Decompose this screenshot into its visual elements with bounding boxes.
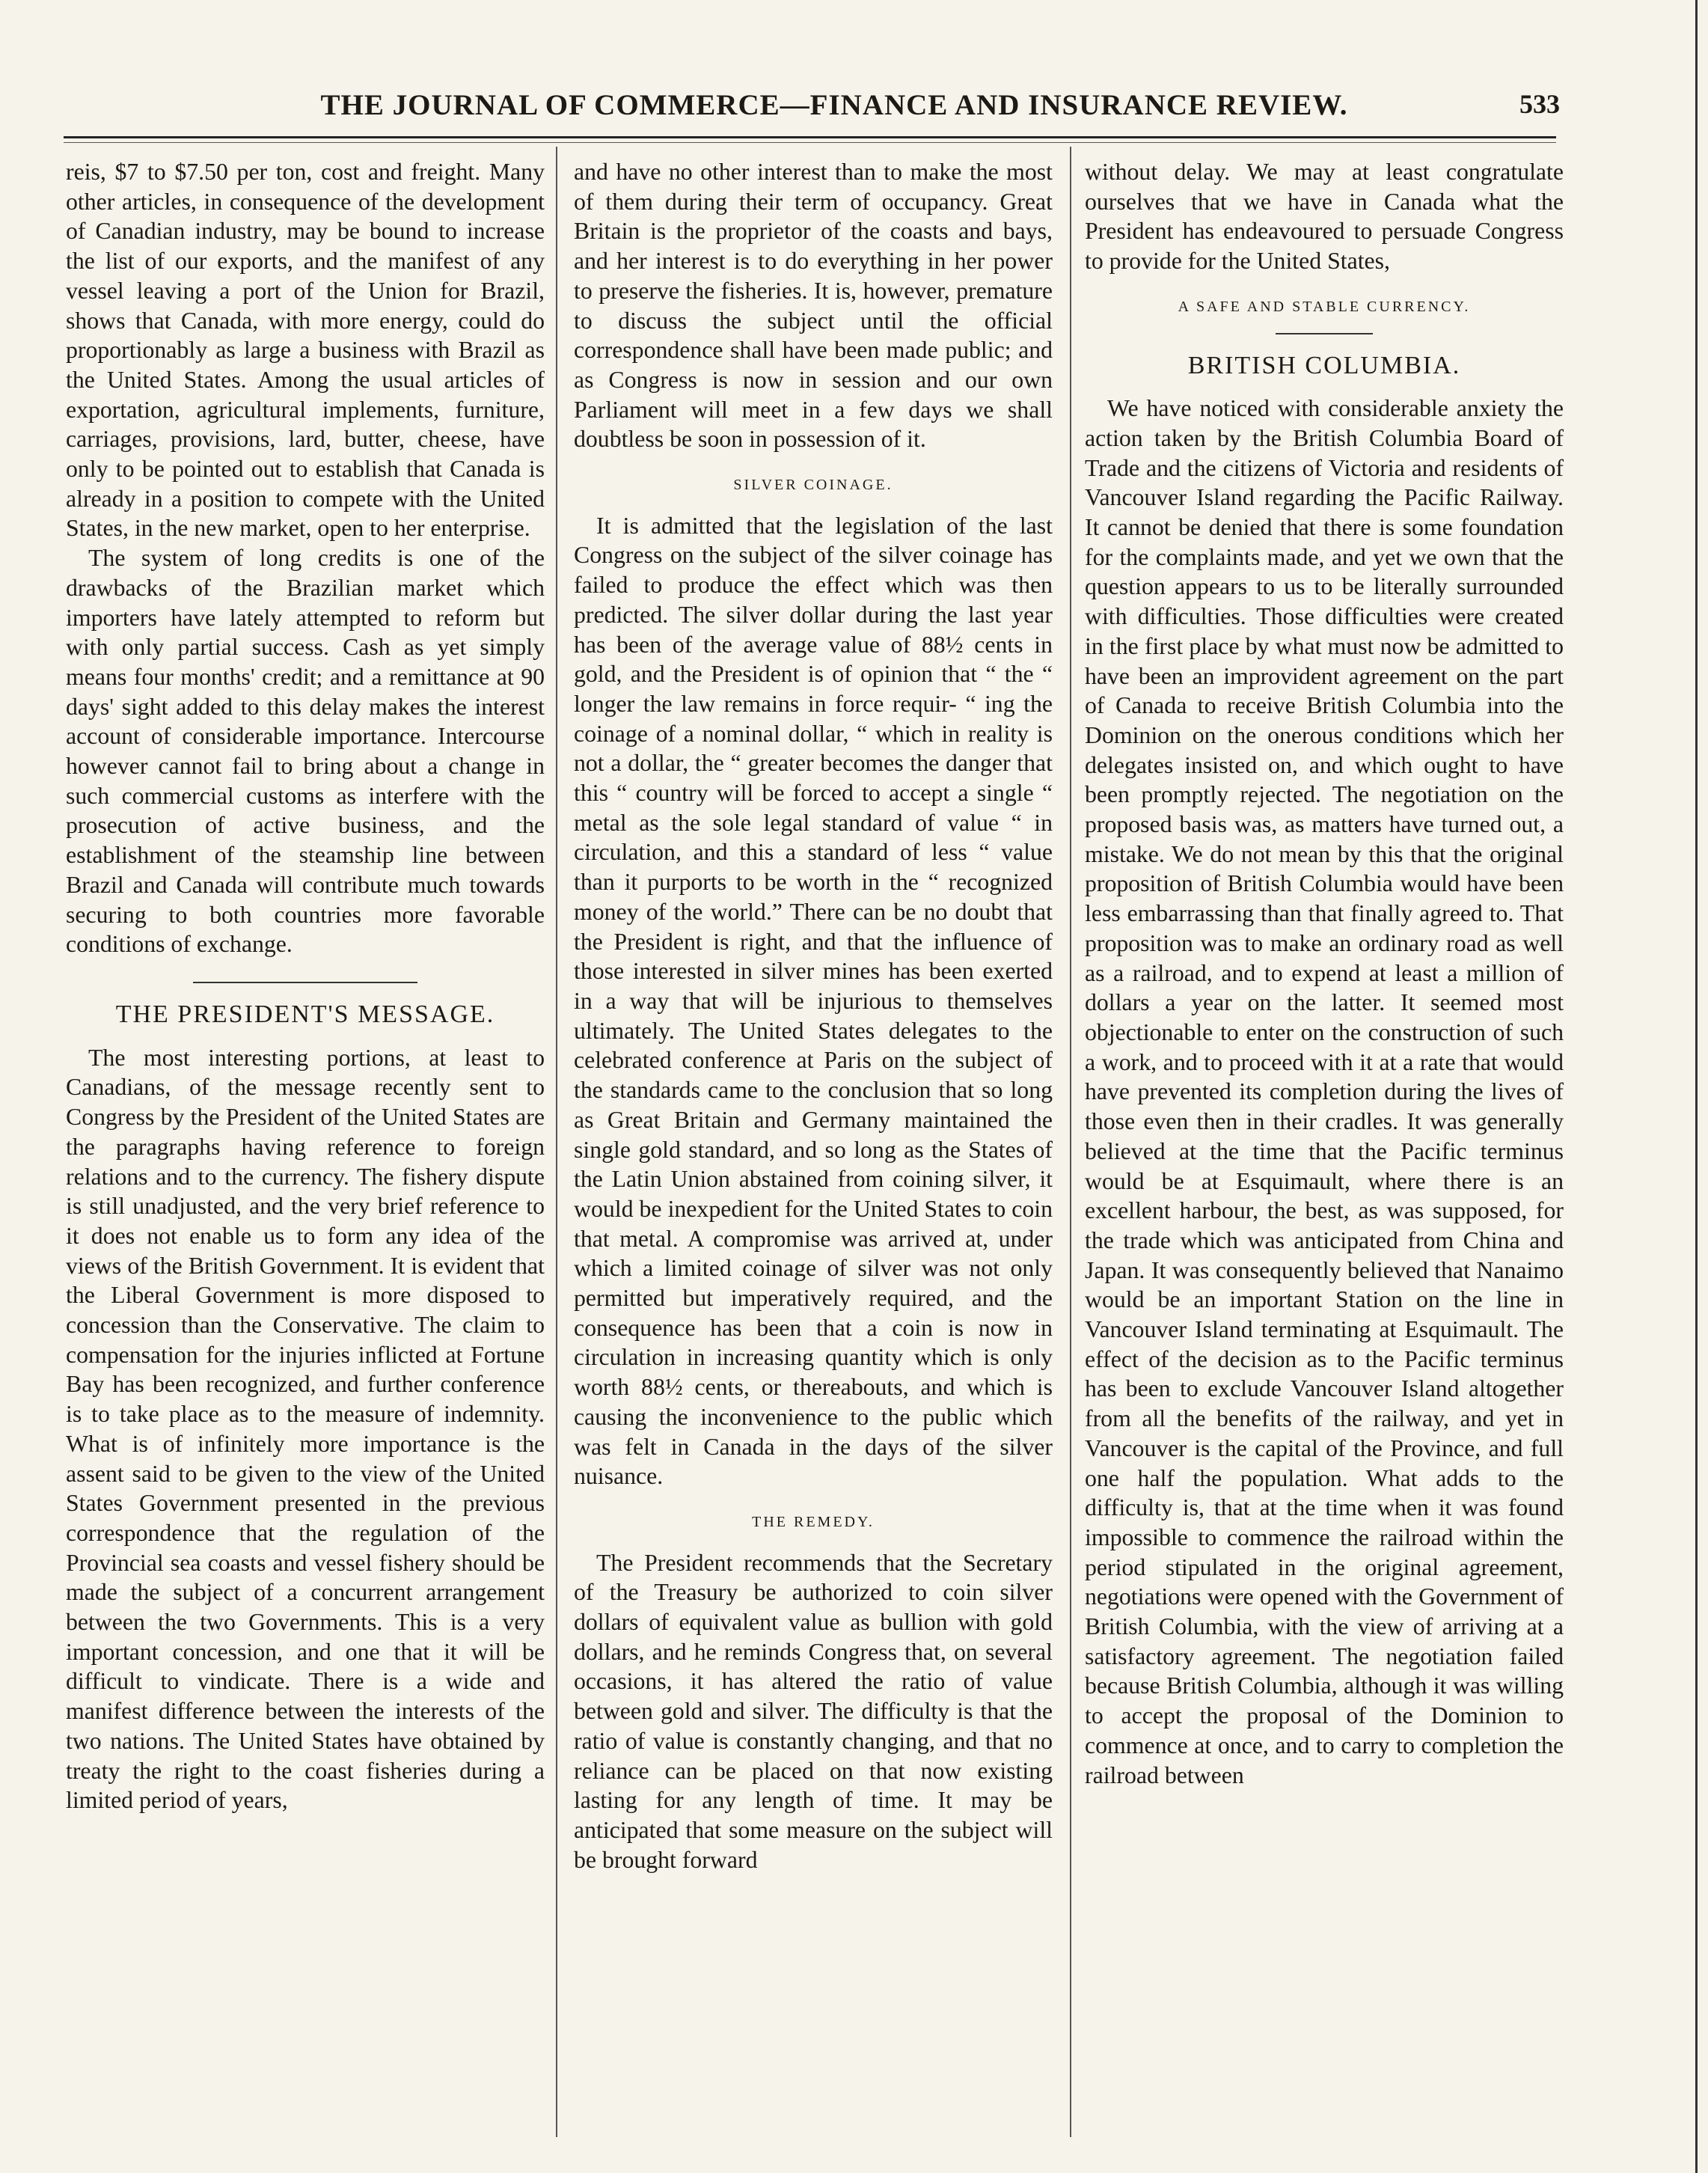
header-rule <box>64 136 1556 138</box>
subheading-the-remedy: THE REMEDY. <box>752 1513 875 1530</box>
column-divider-2 <box>1070 147 1071 2137</box>
article-paragraph: The President recommends that the Secretary of the Treasury be authorized to coin silver dollars of equivalent value as bullion with gold dollars, and he reminds Congress that, on several occasions, it has altered the ratio of value between gold and silver. The difficulty is that the ratio of value is constantly changing, and that no reliance can be placed on that now existing lasting for any length of time. It may be anticipated that some measure on the subject will be brought forward <box>574 1549 1053 1873</box>
column-2 <box>574 157 1053 2140</box>
article-paragraph: without delay. We may at least congratulate ourselves that we have in Canada what the President has endeavoured to persuade Congress to provide for the United States, <box>1085 159 1564 275</box>
page-header <box>64 88 1560 133</box>
page-number: 533 <box>1519 89 1560 119</box>
column-1 <box>66 157 545 2140</box>
section-heading-presidents-message: THE PRESIDENT'S MESSAGE. <box>115 1000 495 1028</box>
article-paragraph: The most interesting portions, at least to Canadians, of the message recently sent to Congress by the President of the United States are the paragraphs having reference to foreign relations and to the currency. The fishery dispute is still unadjusted, and the very brief reference to it does not enable us to form any idea of the views of the British Government. It is evident that the Liberal Government is more disposed to concession than the Conservative. The claim to compensation for the injuries inflicted at Fortune Bay has been recognized, and further conference is to take place as to the measure of indemnity. What is of infinitely more importance is the assent said to be given to the view of the United States Government presented in the previous correspondence that the regulation of the Provincial sea coasts and vessel fishery should be made the subject of a concurrent arrangement between the two Governments. This is a very important concession, and one that it will be difficult to vindicate. There is a wide and manifest difference between the interests of the two nations. The United States have obtained by treaty the right to the coast fisheries during a limited period of years, <box>66 1044 545 1814</box>
article-paragraph: We have noticed with considerable anxiety the action taken by the British Columbia Board of Trade and the citizens of Victoria and residents of Vancouver Island regarding the Pacific Railway. It cannot be denied that there is some foundation for the complaints made, and yet we own that the question appears to us to be literally surrounded with difficulties. Those difficulties were created in the first place by what must now be admitted to have been an improvident agreement on the part of Canada to receive British Columbia into the Dominion on the onerous conditions which her delegates insisted on, and which ought to have been promptly rejected. The negotiation on the proposed basis was, as matters have turned out, a mistake. We do not mean by this that the original proposition of British Columbia would have been less embarrassing than that finally agreed to. That proposition was to make an ordinary road as well as a railroad, and to expend at least a million of dollars a year on the latter. It seemed most objectionable to enter on the construction of such a work, and to proceed with it at a rate that would have prevented its completion during the lives of those even then in their cradles. It was generally believed at the time that the Pacific terminus would be at Esquimault, where there is an excellent harbour, the best, as was supposed, for the trade which was anticipated from China and Japan. It was consequently believed that Nanaimo would be an important Station on the line in Vancouver Island terminating at Esquimault. The effect of the decision as to the Pacific terminus has been to exclude Vancouver Island altogether from all the benefits of the railway, and yet in Vancouver is the capital of the Province, and full one half the population. What adds to the difficulty is, that at the time when it was found impossible to commence the railroad within the period stipulated in the original agreement, negotiations were opened with the Government of British Columbia, with the view of arriving at a satisfactory agreement. The negotiation failed because British Columbia, although it was willing to accept the proposal of the Dominion to commence at once, and to carry to completion the railroad between <box>1085 395 1564 1788</box>
subheading-safe-stable-currency: A SAFE AND STABLE CURRENCY. <box>1178 298 1471 315</box>
journal-title: THE JOURNAL OF COMMERCE—FINANCE AND INSURANCE REVIEW. <box>320 89 1348 121</box>
section-heading-british-columbia: BRITISH COLUMBIA. <box>1187 351 1461 379</box>
article-paragraph: and have no other interest than to make the most of them during their term of occupancy. Great Britain is the proprietor of the coasts and bays, and her interest is to do everything in her power to preserve the fisheries. It is, however, premature to discuss the subject until the official correspondence shall have been made public; and as Congress is now in session and our own Parliament will meet in a few days we shall doubtless be soon in possession of it. <box>574 159 1053 453</box>
article-paragraph: It is admitted that the legislation of the last Congress on the subject of the silver coinage has failed to produce the effect which was then predicted. The silver dollar during the last year has been of the average value of 88½ cents in gold, and the President is of opinion that “ the “ longer the law remains in force requir- “ ing the coinage of a nominal dollar, “ which in reality is not a dollar, the “ greater becomes the danger that this “ country will be forced to accept a single “ metal as the sole legal standard of value “ in circulation, and this a standard of less “ value than it purports to be worth in the “ recognized money of the world.” There can be no doubt that the President is right, and that the influence of those interested in silver mines has been exerted in a way that will be injurious to themselves ultimately. The United States delegates to the celebrated conference at Paris on the subject of the standards came to the conclusion that so long as Great Britain and Germany maintained the single gold standard, and so long as the States of the Latin Union abstained from coining silver, it would be inexpedient for the United States to coin that metal. A compromise was arrived at, under which a limited coinage of silver was not only permitted but imperatively required, and the consequence has been that a coin is now in circulation in increasing quantity which is only worth 88½ cents, or thereabouts, and which is causing the inconvenience to the public which was felt in Canada in the days of the silver nuisance. <box>574 512 1053 1490</box>
section-divider <box>1276 333 1373 334</box>
subheading-silver-coinage: SILVER COINAGE. <box>733 477 893 494</box>
article-paragraph: reis, $7 to $7.50 per ton, cost and freight. Many other articles, in consequence of the development of Canadian industry, may be bound to increase the list of our exports, and the manifest of any vessel leaving a port of the Union for Brazil, shows that Canada, with more energy, could do proportionably as large a business with Brazil as the United States. Among the usual articles of exportation, agricultural implements, furniture, carriages, provisions, lard, butter, cheese, have only to be pointed out to establish that Canada is already in a position to compete with the United States, in the new market, open to her enterprise. <box>66 159 545 542</box>
section-divider <box>193 982 417 983</box>
column-3 <box>1085 157 1564 2140</box>
page-edge-mark <box>1695 0 1698 2173</box>
article-paragraph: The system of long credits is one of the drawbacks of the Brazilian market which importers have lately attempted to reform but with only partial success. Cash as yet simply means four months' credit; and a remittance at 90 days' sight added to this delay makes the interest account of considerable importance. Intercourse however cannot fail to bring about a change in such commercial customs as interfere with the prosecution of active business, and the establishment of the steamship line between Brazil and Canada will contribute much towards securing to both countries more favorable conditions of exchange. <box>66 545 545 958</box>
header-rule-thin <box>64 142 1556 143</box>
column-divider-1 <box>556 147 557 2137</box>
